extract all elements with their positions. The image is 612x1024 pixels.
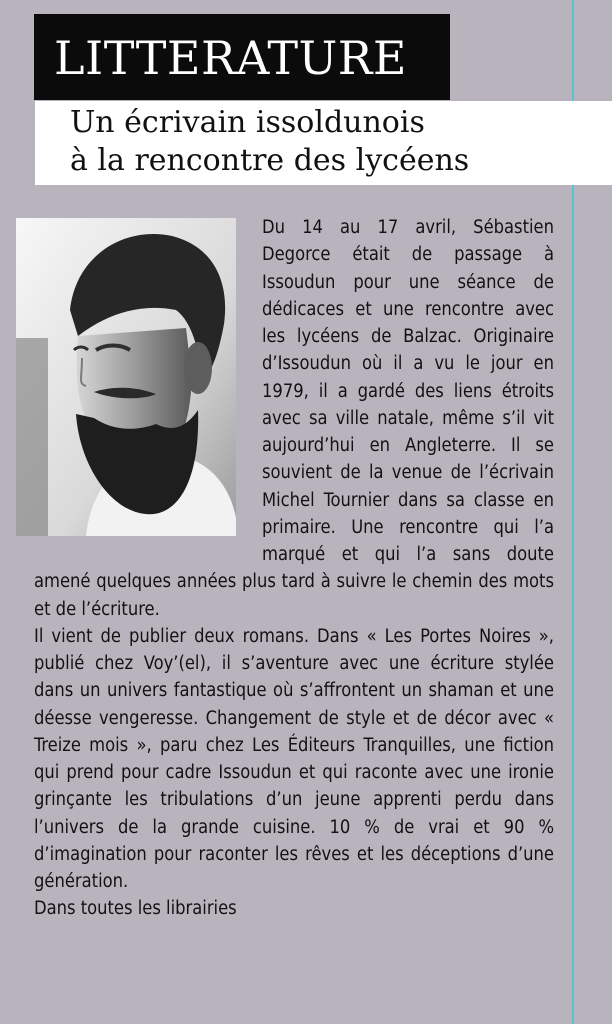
article-paragraph-2: Il vient de publier deux romans. Dans « Les Portes Noires », publié chez Voy’(el), il s’aventure avec une écriture stylée dans un univers fantastique où s’affrontent un shaman et une déesse vengeresse. Changement de style et de décor avec « Treize mois », paru chez Les Éditeurs Tranquilles, une fiction qui prend pour cadre Issoudun et qui raconte avec une ironie grinçante les tribulations d’un jeune apprenti perdu dans l’univers de la grande cuisine. 10 % de vrai et 90 % d’imagination pour raconter les rêves et les déceptions d’une génération. [34, 625, 554, 892]
article-body [34, 214, 554, 923]
section-label: LITTERATURE [54, 31, 408, 85]
photo-float-spacer [34, 214, 262, 543]
headline-line-2: à la rencontre des lycéens [70, 143, 470, 178]
headline-line-1: Un écrivain issoldunois [70, 105, 425, 140]
article-footer-note: Dans toutes les librairies [34, 898, 237, 920]
headline [70, 104, 469, 180]
article-paragraph-1: Du 14 au 17 avril, Sébastien Degorce était de passage à Issoudun pour une séance de dédicaces et une rencontre avec les lycéens de Balzac. Originaire d’Issoudun où il a vu le jour en 1979, il a gardé des liens étroits avec sa ville natale, même s’il vit aujourd’hui en Angleterre. Il se souvient de la venue de l’écrivain Michel Tournier dans sa classe en primaire. Une rencontre qui l’a marqué et qui l’a sans doute amené quelques années plus tard à suivre le chemin des mots et de l’écriture. [34, 217, 554, 620]
